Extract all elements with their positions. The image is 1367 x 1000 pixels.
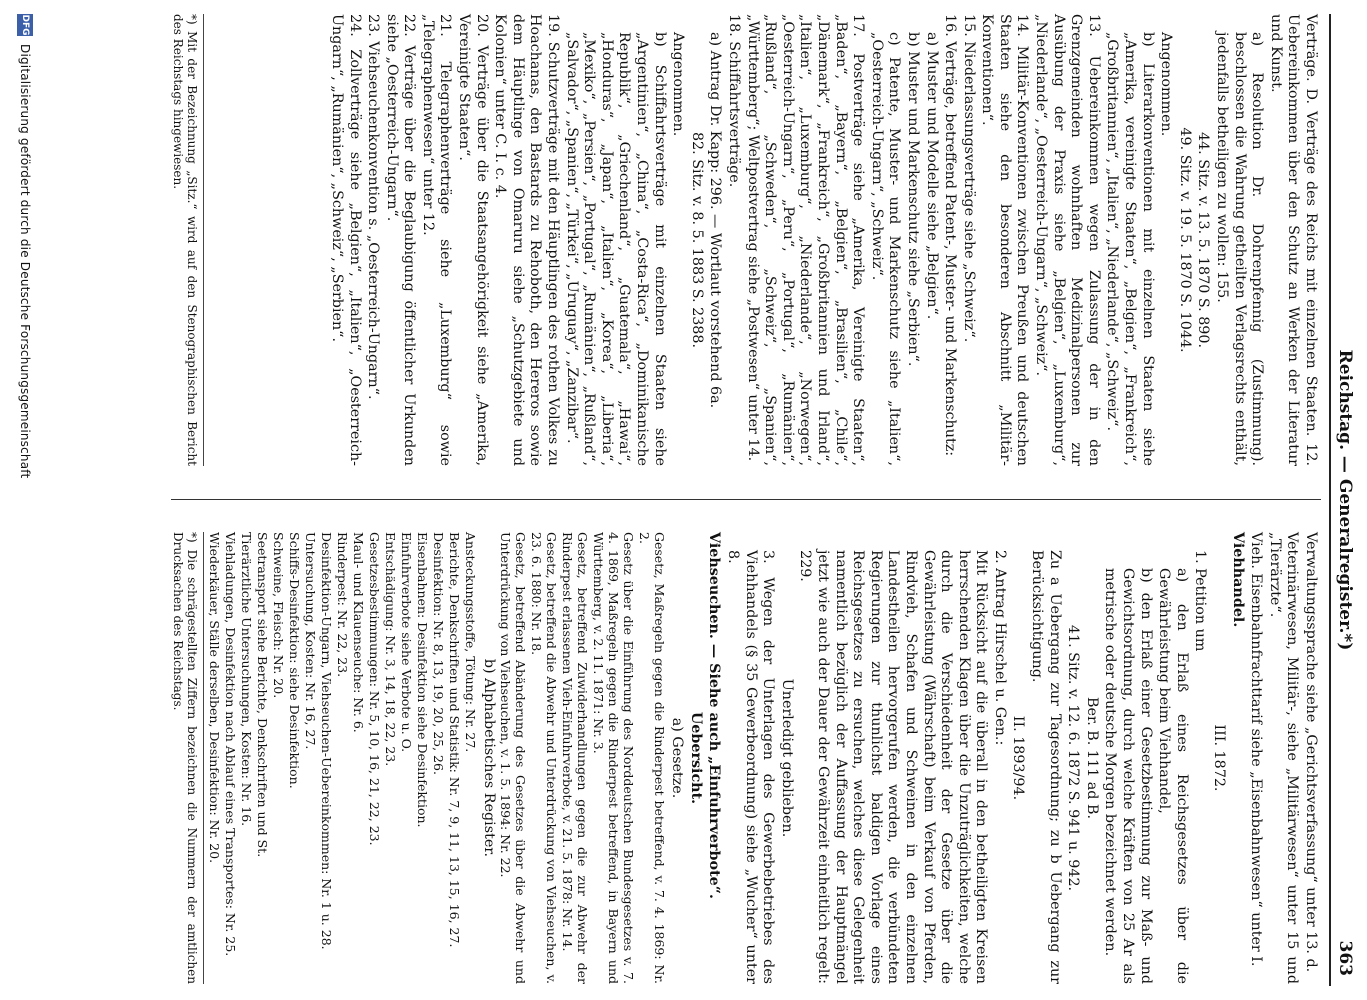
left-column (171, 14, 1319, 466)
footnote: *) Mit der Bezeichnung „Sitz.“ wird auf den Stenographischen Bericht des Reichstags hingewiesen. (171, 14, 204, 466)
text-line: b) den Erlaß einer Gesetzbestimmung zur Maß- und Gewichtsordnung, durch welche Kräften von 25 Ar als metrische oder deutsche Morgen bezeichnet werden. (1102, 568, 1154, 984)
text-line: Unerledigt geblieben. (778, 678, 795, 838)
text-line: Schweine, Fleisch: Nr. 20. (271, 532, 287, 699)
text-line: Gesetz, betreffend Zuwiderhandlungen gegen die zur Abwehr der Rinderpest erlassenen Vieh-Einfuhrverbote, v. 21. 5. 1878: Nr. 14. (559, 532, 590, 984)
text-line: Gesetz über die Einführung des Norddeutschen Bundesgesetzes v. 7. 4. 1869, Maßregeln gegen die Rinderpest betreffend, in Bayern und Württemberg, v. 2. 11. 1871: Nr. 3. (590, 532, 636, 984)
text-line: Vieh. Eisenbahnfrachttarif siehe „Eisenbahnwesen“ unter I. (1248, 532, 1265, 967)
text-line: Desinfektion-Ungarn, Viehseuchen-Uebereinkommen: Nr. 1 u. 28. (319, 532, 335, 950)
text-line: II. 1893/94. (1010, 715, 1027, 801)
text-line: Gesetzesbestimmungen: Nr. 5, 10, 16, 21, 22, 23. (367, 532, 383, 846)
text-line: b) Literarkonventionen mit einzelnen Staaten siehe „Amerika, vereinigte Staaten“, „Belgien“, „Frankreich“, „Großbritannien“, „Italien“, „Niederlande“, „Schweiz“. (1104, 32, 1156, 466)
text-line: Angenommen. (1158, 32, 1175, 137)
text-line: 19. Schutzverträge mit den Häuptlingen des rothen Volkes zu Hoachanas, den Bastards zu Rehoboth, den Hereros sowie dem Häuptlinge von Omaruru siehe „Schutzgebiete und Kolonien“ unter C. I. c. 4. (492, 14, 562, 466)
text-line: 41. Sitz. v. 12. 6. 1872 S. 941 u. 942. (1065, 624, 1082, 892)
text-line: a) den Erlaß eines Reichsgesetzes über die Gewährleistung beim Viehhandel, (1156, 568, 1190, 984)
text-line: Viehhandel. (1229, 532, 1246, 628)
text-line: 1. Petition um (1192, 550, 1209, 652)
funding-note (13, 14, 35, 986)
text-line: a) Resolution Dr. Dohrenpfennig (Zustimmung). beschlossen die Wahrung getheilten Verlagsrechts enthält, jedenfalls betheiligen zu wollen: 155. (1214, 32, 1266, 466)
text-line: Ansteckungsstoffe, Tötung: Nr. 27. (463, 532, 479, 753)
page-header (1329, 14, 1359, 986)
text-line: Seetransport siehe Berichte, Denkschriften und St. (255, 532, 271, 858)
text-line: 18. Schiffahrtsverträge. (726, 14, 742, 188)
text-line: 23. Viehseuchenkonvention s. „Oesterreich-Ungarn“. (365, 14, 382, 400)
text-line: Eisenbahnen: Desinfektion siehe Desinfektion. (415, 532, 431, 828)
text-line: 3. Wegen der Unterlagen des Gewerbebetriebes des Viehhandels (§ 35 Gewerbeordnung) siehe „Wucher“ unter 8. (725, 550, 777, 984)
text-line: Gesetz, betreffend Abänderung des Gesetzes über die Abwehr und Unterdrückung von Viehseuchen, v. 1. 5. 1894: Nr. 22. (497, 532, 528, 984)
text-line: Entschädigung: Nr. 3, 14, 18, 22, 23. (383, 532, 399, 767)
text-line: b) Alphabetisches Register. (480, 658, 497, 858)
dfg-logo-icon: DFG (17, 14, 33, 36)
text-line: 14. Militär-Konventionen zwischen Preußen und deutschen Staaten siehe den besonderen Abschnitt „Militär-Konventionen“. (979, 14, 1031, 466)
running-title: Reichstag. — Generalregister.*) (1335, 349, 1355, 651)
text-line: a) Muster und Modelle siehe „Belgien“. (923, 32, 940, 320)
text-line: Berichte, Denkschriften und Statistik: Nr. 7, 9, 11, 13, 15, 16, 27. (447, 532, 463, 948)
column-divider (171, 499, 1321, 500)
text-line: Viehladungen, Desinfektion nach Ablauf eines Transportes: Nr. 25. (223, 532, 239, 957)
text-line: Angenommen. (670, 32, 687, 137)
text-line: b) Muster und Markenschutz siehe „Serbien“. (904, 32, 921, 367)
text-line: 13. Uebereinkommen wegen Zulassung der in den Grenzgemeinden wohnhaften Medizinalpersonen zur Ausübung der Praxis siehe „Belgien“, „Luxemburg“, „Niederlande“, „Oesterreich-Ungarn“, „Schweiz“. (1033, 14, 1102, 466)
text-line: 20. Verträge über die Staatsangehörigkeit siehe „Amerika, Vereinigte Staaten“. (456, 14, 490, 466)
text-line: Veterinärwesen, Militär-, siehe „Militärwesen“ unter 15 und „Tierärzte“. (1266, 532, 1301, 984)
right-column (171, 532, 1319, 984)
text-line: 17. Postverträge siehe „Amerika, Vereinigte Staaten“, „Baden“, „Bayern“, „Belgien“, „Brasilien“, „Chile“, „Dänemark“, „Frankreich“, „Großbritannien und Irland“, „Italien“, „Luxemburg“, „Niederlande“, „Norwegen“, „Oesterreich-Ungarn“, „Peru“, „Portugal“, „Rumänien“, „Rußland“, „Schweden“, „Schweiz“, „Spanien“, „Württemberg“; Weltpostvertrag siehe „Postwesen“ unter 14. (744, 14, 867, 466)
text-line: Ber. B. 111 ad B. (1083, 696, 1100, 820)
funding-text: Digitalisierung gefördert durch die Deutsche Forschungsgemeinschaft (18, 44, 32, 479)
text-line: Maul- und Klauenseuche: Nr. 6. (351, 532, 367, 733)
text-line: Zu a Uebergang zur Tagesordnung; zu b Uebergang zur Berücksichtigung. (1029, 550, 1063, 984)
text-line: a) Antrag Dr. Kapp: 296. — Wortlaut vorstehend 6a. (707, 32, 724, 409)
text-line: 15. Niederlassungsverträge siehe „Schweiz“. (960, 14, 977, 343)
text-line: 49. Sitz. v. 19. 5. 1870 S. 1044. (1176, 127, 1193, 353)
text-line: 2. Antrag Hirschel u. Gen.: (991, 550, 1008, 746)
text-line: 22. Verträge über die Beglaubigung öffentlicher Urkunden siehe „Oesterreich-Ungarn“. (383, 14, 418, 466)
header-rule (1329, 14, 1331, 986)
text-line: Mit Rücksicht auf die überall in den betheiligten Kreisen herrschenden Klagen über die Unzuträglichkeiten, welche durch die Verschiedenheit der Gesetze über die Gewährleistung (Währschaft) beim Verkauf von Pferden, Rindvieh, Schafen und Schweinen in den einzelnen Landestheilen hervorgerufen werden, die verbündeten Regierungen zur thunlichst baldigen Vorlage eines Reichsgesetzes zu ersuchen, welches diese Gelegenheit namentlich bezüglich der Auffassung der Hauptmängel jetzt wie auch der Dauer der Gewährzeit einheitlich regelt: 229. (797, 550, 990, 984)
text-line: 21. Telegraphenverträge siehe „Luxemburg“ sowie „Telegraphenwesen“ unter 12. (419, 14, 454, 466)
text-line: Wiederkäuer, Ställe derselben, Desinfektion: Nr. 20. (207, 532, 223, 864)
text-line: Viehseuchen. — Siehe auch „Einfuhrverbote“. (706, 532, 723, 899)
text-line: 24. Zollverträge siehe „Belgien“, „Italien“, „Oesterreich-Ungarn“, „Rumänien“, „Schweiz“, „Serbien“. (328, 14, 363, 466)
text-line: b) Schiffahrtsverträge mit einzelnen Staaten siehe „Argentinien“, „China“, „Costa-Rica“, „Dominikanische Republik“, „Griechenland“, „Guatemala“, „Hawai“, „Honduras“, „Japan“, „Italien“, „Korea“, „Liberia“, „Mexiko“, „Persien“, „Portugal“, „Rumänien“, „Rußland“, „Salvador“, „Spanien“, „Türkei“, „Uruguay“, „Zanzibar“. (563, 32, 668, 466)
text-line: Rinderpest: Nr. 22, 23. (335, 532, 351, 678)
text-line: III. 1872. (1211, 724, 1228, 792)
text-line: Tierärztliche Untersuchungen, Kosten: Nr. 16. (239, 532, 255, 827)
text-line: Schiffs-Desinfektion: siehe Desinfektion. (287, 532, 303, 789)
page-number: 363 (1335, 940, 1355, 976)
footnote: *) Die schrägestellten Ziffern bezeichnen die Nummern der amtlichen Drucksachen des Reichstags. (171, 532, 204, 984)
text-line: 82. Sitz. v. 8. 5. 1883 S. 2388. (688, 131, 705, 349)
text-line: c) Patente, Muster- und Markenschutz siehe „Italien“, „Oesterreich-Ungarn“, „Schweiz“. (868, 32, 903, 466)
text-line: Gesetz, betreffend die Abwehr und Unterdrückung von Viehseuchen, v. 23. 6. 1880: Nr. 18. (528, 532, 559, 984)
text-line: Gesetz, Maßregeln gegen die Rinderpest betreffend, v. 7. 4. 1869: Nr. 2. (636, 532, 667, 984)
text-line: Verwaltungssprache siehe „Gerichtsverfassung“ unter 13. d. (1303, 532, 1319, 973)
text-line: a) Gesetze. (669, 717, 686, 799)
text-line: 16. Verträge, betreffend Patent-, Muster- und Markenschutz: (942, 14, 959, 457)
text-line: Uebersicht. (687, 711, 704, 805)
text-line: Desinfektion: Nr. 8, 13, 19, 20, 25, 26. (431, 532, 447, 775)
text-line: Verträge. D. Verträge des Reichs mit einzelnen Staaten. 12. Uebereinkommen über den Schutz an Werken der Literatur und Kunst. (1267, 14, 1319, 466)
text-line: Untersuchung, Kosten: Nr. 16, 27. (303, 532, 319, 750)
text-line: Einfuhrverbote siehe Verbote u. O. (399, 532, 415, 753)
text-line: 44. Sitz. v. 13. 5. 1870 S. 890. (1195, 131, 1212, 349)
